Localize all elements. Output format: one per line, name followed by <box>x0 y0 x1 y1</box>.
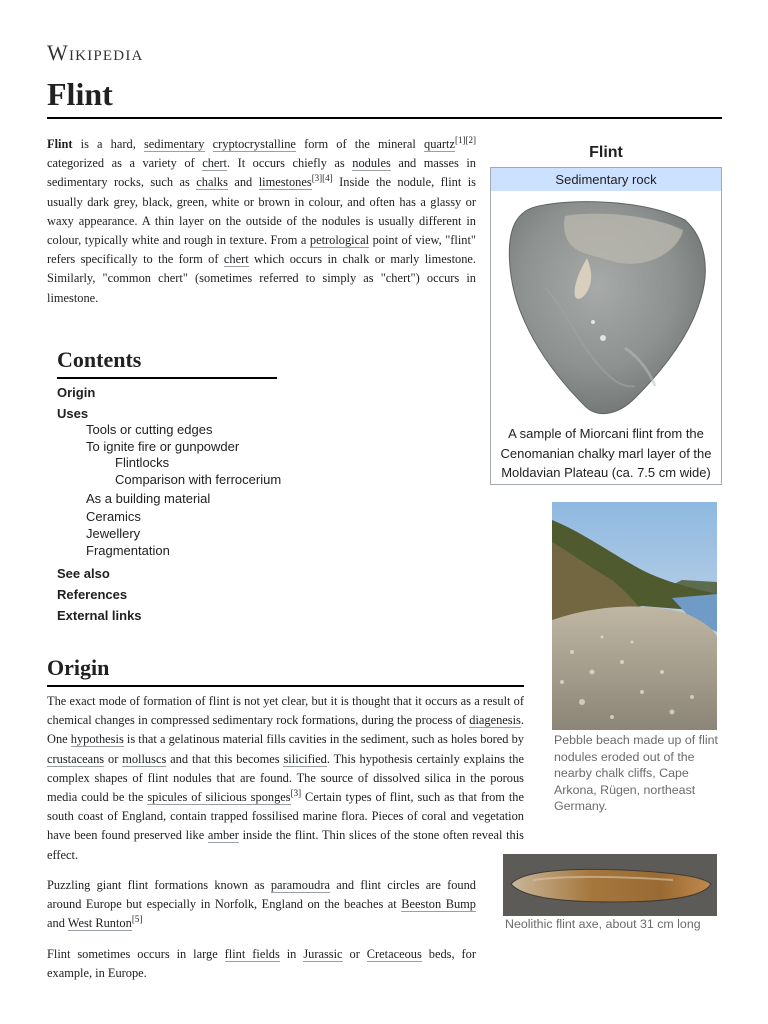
link-crustaceans[interactable]: crustaceans <box>47 751 105 766</box>
text: is that a gelatinous material fills cavities in the sediment, such as holes bored by <box>123 732 524 747</box>
beach-caption: Pebble beach made up of flint nodules eroded out of the nearby chalk cliffs, Cape Arkona, Rügen, northeast Germany. <box>554 733 718 813</box>
text: beds, for example, in Europe. <box>47 947 476 981</box>
link-chert-2[interactable]: chert <box>223 252 249 267</box>
section-heading-origin: Origin <box>47 655 110 680</box>
title-divider <box>47 117 722 119</box>
text: or <box>342 947 367 961</box>
infobox-header: Sedimentary rock <box>491 168 721 191</box>
link-paramoudra[interactable]: paramoudra <box>270 878 330 892</box>
text: and <box>227 175 259 190</box>
toc-item-tools[interactable]: Tools or cutting edges <box>86 422 213 437</box>
text: The exact mode of formation of flint is not yet clear, but it is thought that it occurs as a result of chemical changes in compressed sedimentary rock formations, during the process of <box>47 694 524 728</box>
citation-5[interactable]: [5] <box>131 914 143 925</box>
text: inside the flint. Thin slices of the stone often reveal this effect. <box>47 828 524 862</box>
link-diagenesis[interactable]: diagenesis <box>469 713 521 728</box>
text: and masses in sedimentary rocks, such as <box>47 156 476 190</box>
link-nodules[interactable]: nodules <box>352 156 391 171</box>
link-sedimentary[interactable]: sedimentary <box>143 137 205 151</box>
infobox-caption: A sample of Miorcani flint from the Cenomanian chalky marl layer of the Moldavian Plateau (ca. 7.5 cm wide) <box>500 426 712 480</box>
text: is a hard, <box>72 137 144 151</box>
toc-item-external-links[interactable]: External links <box>57 608 142 623</box>
text: and <box>47 916 68 931</box>
toc-divider <box>57 377 277 379</box>
toc-item-references[interactable]: References <box>57 587 128 602</box>
text: and that this becomes <box>166 751 284 766</box>
text: categorized as a variety of <box>47 156 203 171</box>
link-beeston-bump[interactable]: Beeston Bump <box>401 897 477 912</box>
flint-sample-image[interactable] <box>505 198 709 418</box>
link-silicified[interactable]: silicified <box>283 751 327 766</box>
link-chalks[interactable]: chalks <box>196 175 228 190</box>
wikipedia-wordmark[interactable]: Wikipedia <box>47 40 144 65</box>
text: Inside the nodule, flint is usually dark grey, black, green, white or brown in colour, and often has a glassy or waxy appearance. A thin layer on the outside of the nodules is usually different in colour, typically white and rough in texture. From a <box>47 175 476 248</box>
text: and flint circles are found around Europe but especially in Norfolk, England on the beaches at <box>47 878 476 912</box>
text: or <box>104 751 123 766</box>
citation-1-2[interactable]: [1][2] <box>455 134 476 145</box>
text: Certain types of flint, such as that from the south coast of England, contain trapped fossilised marine flora. Pieces of coral and vegetation have been found preserved like <box>47 790 525 843</box>
citation-3[interactable]: [3] <box>290 787 302 798</box>
text: in <box>279 947 304 961</box>
text: point of view, "flint" refers specifically to the form of <box>47 233 476 267</box>
origin-paragraph-2 <box>47 876 476 934</box>
link-cryptocrystalline[interactable]: cryptocrystalline <box>212 137 296 151</box>
text: form of the mineral <box>295 137 425 151</box>
link-molluscs[interactable]: molluscs <box>122 751 167 766</box>
toc-item-ignite-fire[interactable]: To ignite fire or gunpowder <box>86 439 240 454</box>
toc-item-ferrocerium[interactable]: Comparison with ferrocerium <box>115 472 282 487</box>
link-flint-fields[interactable]: flint fields <box>224 947 280 961</box>
infobox-title: Flint <box>589 144 623 161</box>
page-title: Flint <box>47 76 113 112</box>
link-jurassic[interactable]: Jurassic <box>303 947 343 961</box>
toc-item-jewellery[interactable]: Jewellery <box>86 526 141 541</box>
text: . One <box>47 713 524 747</box>
link-cretaceous[interactable]: Cretaceous <box>366 947 422 961</box>
text: . This hypothesis certainly explains the complex shapes of flint nodules that are found. The source of dissolved silica in the porous media could be the <box>47 751 524 805</box>
link-quartz[interactable]: quartz <box>424 137 455 151</box>
link-petrological[interactable]: petrological <box>309 233 370 248</box>
toc-item-uses[interactable]: Uses <box>57 406 89 421</box>
origin-paragraph-3 <box>47 945 476 983</box>
section-divider <box>47 685 524 687</box>
text <box>205 137 213 151</box>
toc-title: Contents <box>57 347 142 372</box>
text: . It occurs chiefly as <box>226 156 353 171</box>
link-amber[interactable]: amber <box>207 828 239 843</box>
text: Puzzling giant flint formations known as <box>47 878 271 892</box>
citation-3-4[interactable]: [3][4] <box>311 173 333 184</box>
link-west-runton[interactable]: West Runton <box>67 916 132 931</box>
intro-paragraph <box>47 135 476 308</box>
link-chert[interactable]: chert <box>202 156 227 171</box>
link-spicules[interactable]: spicules of silicious sponges <box>147 790 291 805</box>
lead-term: Flint <box>47 137 73 151</box>
toc-item-see-also[interactable]: See also <box>57 566 110 581</box>
axe-caption: Neolithic flint axe, about 31 cm long <box>505 917 701 931</box>
link-limestones[interactable]: limestones <box>258 175 312 190</box>
toc-item-building-material[interactable]: As a building material <box>86 491 211 506</box>
toc-item-flintlocks[interactable]: Flintlocks <box>115 455 170 470</box>
origin-paragraph-1 <box>47 692 524 865</box>
toc-item-origin[interactable]: Origin <box>57 385 96 400</box>
toc-item-fragmentation[interactable]: Fragmentation <box>86 543 170 558</box>
pebble-beach-image[interactable] <box>552 502 717 730</box>
text: Flint sometimes occurs in large <box>47 947 225 961</box>
infobox <box>490 167 722 485</box>
text: which occurs in chalk or marly limestone. Similarly, "common chert" (sometimes referred to simply as "chert") occurs in limestone. <box>47 252 476 305</box>
flint-axe-image[interactable] <box>503 854 717 916</box>
link-hypothesis[interactable]: hypothesis <box>70 732 124 747</box>
toc-item-ceramics[interactable]: Ceramics <box>86 509 141 524</box>
